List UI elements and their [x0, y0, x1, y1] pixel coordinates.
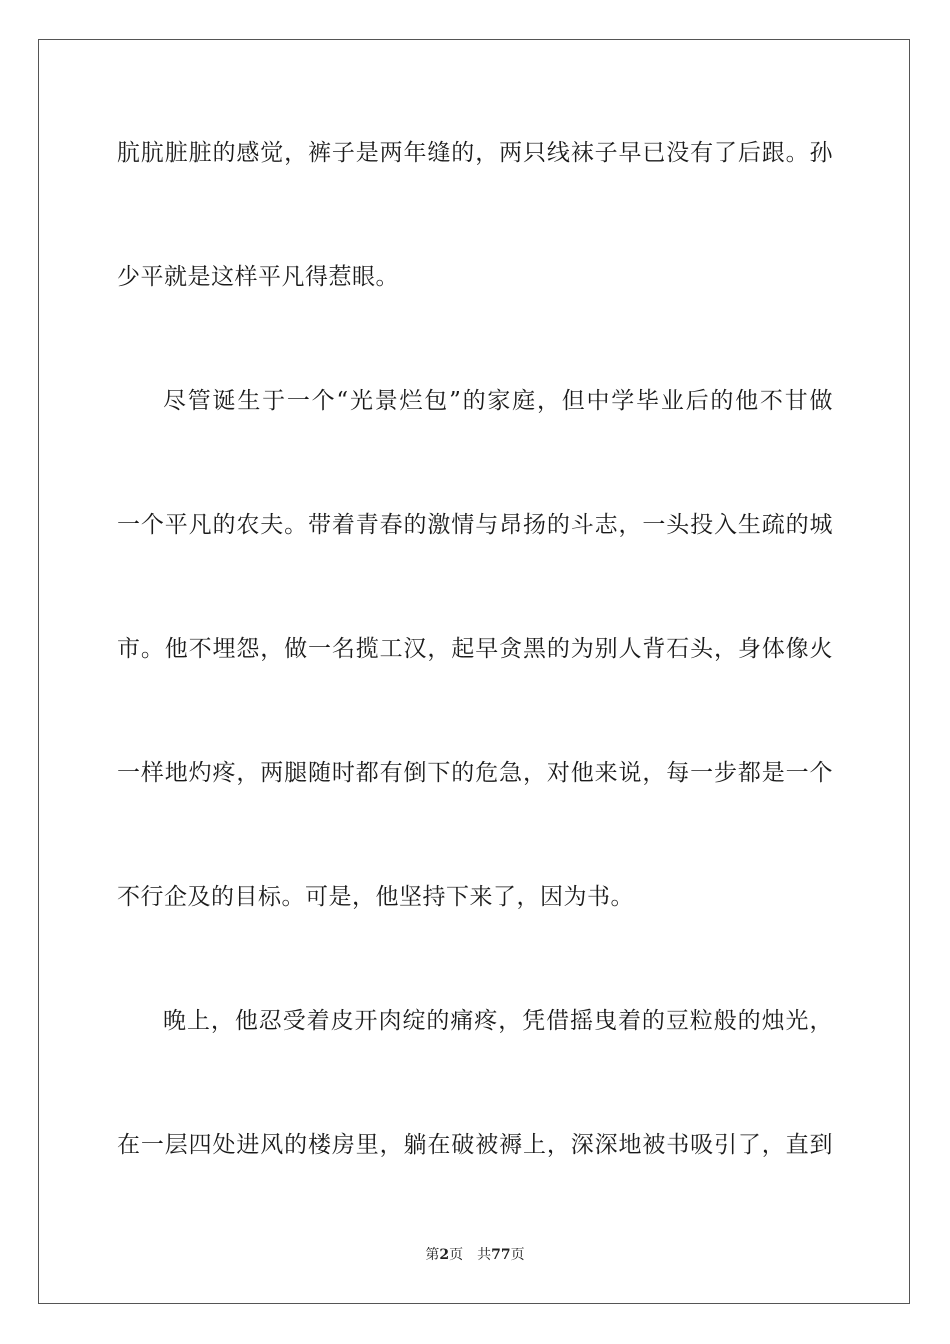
text-line-3: 尽管诞生于一个“光景烂包”的家庭，但中学毕业后的他不甘做 — [163, 388, 833, 414]
text-line-1: 肮肮脏脏的感觉，裤子是两年缝的，两只线袜子早已没有了后跟。孙 — [117, 140, 833, 166]
text-line-2: 少平就是这样平凡得惹眼。 — [117, 264, 399, 290]
text-line-9: 在一层四处进风的楼房里，躺在破被褥上，深深地被书吸引了，直到 — [117, 1132, 833, 1158]
total-unit: 页 — [510, 1247, 525, 1263]
text-line-6: 一样地灼疼，两腿随时都有倒下的危急，对他来说，每一步都是一个 — [117, 760, 833, 786]
page-current: 2 — [439, 1247, 450, 1263]
page-footer — [0, 1246, 950, 1264]
text-line-4: 一个平凡的农夫。带着青春的激情与昂扬的斗志，一头投入生疏的城 — [117, 512, 833, 538]
page-total: 77 — [491, 1247, 511, 1263]
page-prefix: 第 — [425, 1247, 440, 1263]
total-prefix: 共 — [477, 1247, 492, 1263]
text-line-7: 不行企及的目标。可是，他坚持下来了，因为书。 — [117, 884, 634, 910]
text-line-8: 晚上，他忍受着皮开肉绽的痛疼，凭借摇曳着的豆粒般的烛光， — [163, 1008, 833, 1034]
page-border — [38, 39, 910, 1304]
page-unit: 页 — [449, 1247, 464, 1263]
text-line-5: 市。他不埋怨，做一名揽工汉，起早贪黑的为别人背石头，身体像火 — [117, 636, 833, 662]
